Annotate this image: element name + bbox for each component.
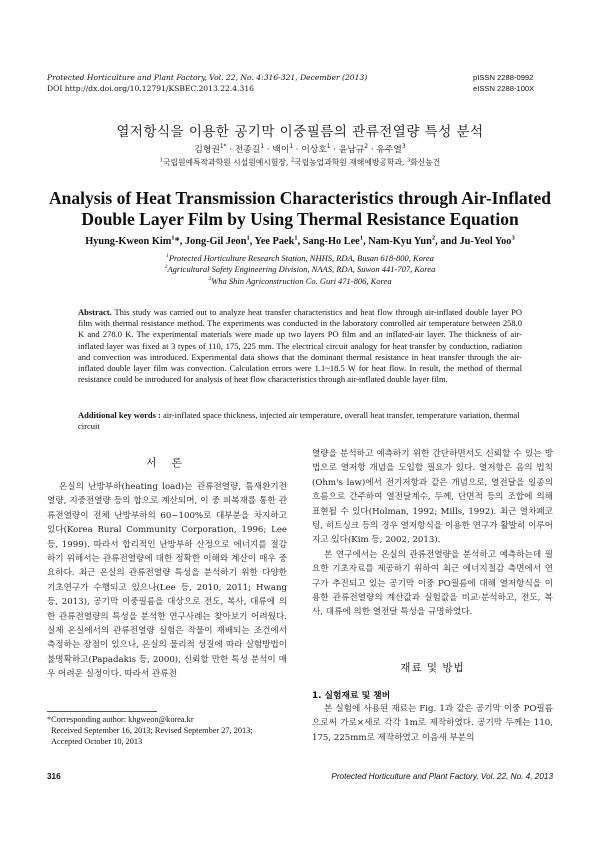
accepted-date: Accepted October 10, 2013 — [51, 737, 143, 746]
footer-journal: Protected Horticulture and Plant Factory, Vol. 22, No. 4, 2013 — [331, 772, 553, 781]
page-number: 316 — [47, 772, 61, 781]
methods-text — [312, 702, 553, 745]
intro-paragraph-2: 본 연구에서는 온실의 관류전열량을 분석하고 예측하는데 필요한 기초자료를 제공하기 위하여 최근 에너지절감 측면에서 연구가 추진되고 있는 공기막 이중 PO필름에 대해 열저항식을 이용한 관류전열량의 계산값과 실험값을 비교·분석하고, 전도, 복사, 대류에 의한 열전달 특성을 규명하였다. — [312, 549, 553, 618]
methods-subheading: 1. 실험재료 및 챔버 — [312, 691, 391, 701]
affiliation-2: $^2$Agricultural Safety Engineering Division, NAAS, RDA, Suwon 441-707, Korea — [164, 264, 436, 275]
pissn: pISSN 2288-0992 — [473, 73, 534, 82]
affiliations-english — [0, 253, 600, 287]
journal-citation: Protected Horticulture and Plant Factory, Vol. 22, No. 4:316-321, December (2013) — [47, 73, 368, 82]
abstract — [78, 307, 522, 385]
methods-heading: 재료 및 방법 — [400, 662, 465, 674]
intro-heading: 서 론 — [146, 457, 188, 469]
authors-english: Hyung-Kweon Kim$^1$*, Jong-Gil Jeon$^1$, Yee Paek$^1$, Sang-Ho Lee$^1$, Nam-Kyu Yun$^2$, and Ju-Yeol Yoo$^3$ — [85, 234, 515, 247]
authors-korean: 김형권$^{1*}$ · 전종길$^1$ · 백이$^1$ · 이상호$^1$ · 윤남규$^2$ · 유주열$^3$ — [194, 144, 406, 155]
corresponding-author: *Corresponding author: khgweon@korea.kr — [47, 715, 194, 724]
received-dates: Received September 16, 2013; Revised September 27, 2013; — [51, 726, 253, 735]
abstract-text: This study was carried out to analyze heat transfer characteristics and heat flow through air-inflated double layer PO film with thermal resistance method. The experiments was conducted in the laboratory controlled air temperature between 258.0 K and 278.0 K. The experimental materials were made up two layers PO film and an inflated-air layer. The thickness of air-inflated layer was fixed at 3 types of 110, 175, 225 mm. The electrical circuit analogy for heat transfer by conduction, radiation and convection was introduced. Experimental data shows that the dominant thermal resistance in heat transfer through the air-inflated double layer film was convection. Calculation errors were 1.1~18.5 W for heat flow. In result, the method of thermal resistance could be introduced for analysis of heat flow characteristics through air-inflated double layer film. — [78, 307, 523, 385]
affiliation-3: $^3$Wha Shin Agriconstruction Co. Guri 471-806, Korea — [208, 275, 392, 286]
intro-paragraph-1-cont: 열량을 분석하고 예측하기 위한 간단하면서도 신뢰할 수 있는 방법으로 열저항 개념을 도입할 필요가 있다. 열저항은 옴의 법칙(Ohm's law)에서 전기저항과 같은 개념으로, 열전달을 일종의 흐름으로 간주하여 열전달계수, 두께, 단면적 등의 조합에 의해 표현될 수 있다(Holman, 1992; Mills, 1992). 최근 열차폐코팅, 히트싱크 등의 경우 열저항식을 이용한 연구가 활발히 이루어지고 있다(Kim 등, 2002, 2013). — [312, 449, 553, 546]
doi-line: DOI http://dx.doi.org/10.12791/KSBEC.2013.22.4.316 — [47, 84, 255, 93]
intro-text-right — [312, 447, 553, 620]
keywords — [78, 410, 522, 432]
title-english: Analysis of Heat Transmission Characteristics through Air-Inflated Double Layer Film by Using Thermal Resistance Equation — [49, 188, 551, 229]
intro-text-left — [47, 480, 287, 682]
eissn: eISSN 2288-100X — [473, 84, 535, 93]
keywords-label: Additional key words : — [78, 410, 161, 420]
keywords-text: air-inflated space thickness, injected air temperature, overall heat transfer, temperature variation, thermal circuit — [78, 410, 520, 432]
footnote-rule — [47, 711, 157, 712]
abstract-label: Abstract. — [78, 307, 112, 317]
methods-paragraph: 본 실험에 사용된 재료는 Fig. 1과 같은 공기막 이중 PO필름으로써 가로×세로 각각 1m로 제작하였다. 공기막 두께는 110, 175, 225mm로 제작하였고 이음새 부분의 — [312, 704, 553, 743]
affiliations-korean: $^1$국립원예특작과학원 시설원예시험장, $^2$국립농업과학원 재해예방공학과, $^3$화신농건 — [159, 157, 441, 167]
affiliation-1: $^1$Protected Horticulture Research Station, NHHS, RDA, Busan 618-800, Korea — [166, 253, 434, 263]
intro-paragraph-1: 온실의 난방부하(heating load)는 관류전열량, 틈새환기전열량, 지중전열량 등의 합으로 계산되며, 이 중 피복재를 통한 관류전열량이 전체 난방부하의 60~100%로 대부분을 차지하고 있다(Korea Rural Community Corporation, 1996; Lee 등, 1999). 따라서 합리적인 난방부하 산정으로 에너지를 절감하기 위해서는 관류전열량에 대한 정확한 이해와 계산이 매우 중요하다. 최근 온실의 관류전열량 특성을 분석하기 위한 다양한 기초연구가 수행되고 있으나(Lee 등, 2010, 2011; Hwang 등, 2013), 공기막 이중필름을 대상으로 전도, 복사, 대류에 의한 관류전열량의 특성을 분석한 연구사례는 찾아보기 어려웠다. 실제 온실에서의 관류전열량 실험은 작물이 재배되는 조건에서 측정하는 장점이 있으나, 온실의 물리적 성질에 따라 실험방법이 불명확하고(Papadakis 등, 2000), 신뢰할 만한 특성 분석이 매우 어려운 실정이다. 따라서 관류전 — [47, 482, 287, 680]
footnote — [47, 714, 287, 747]
title-korean: 열저항식을 이용한 공기막 이중필름의 관류전열량 특성 분석 — [116, 124, 484, 140]
